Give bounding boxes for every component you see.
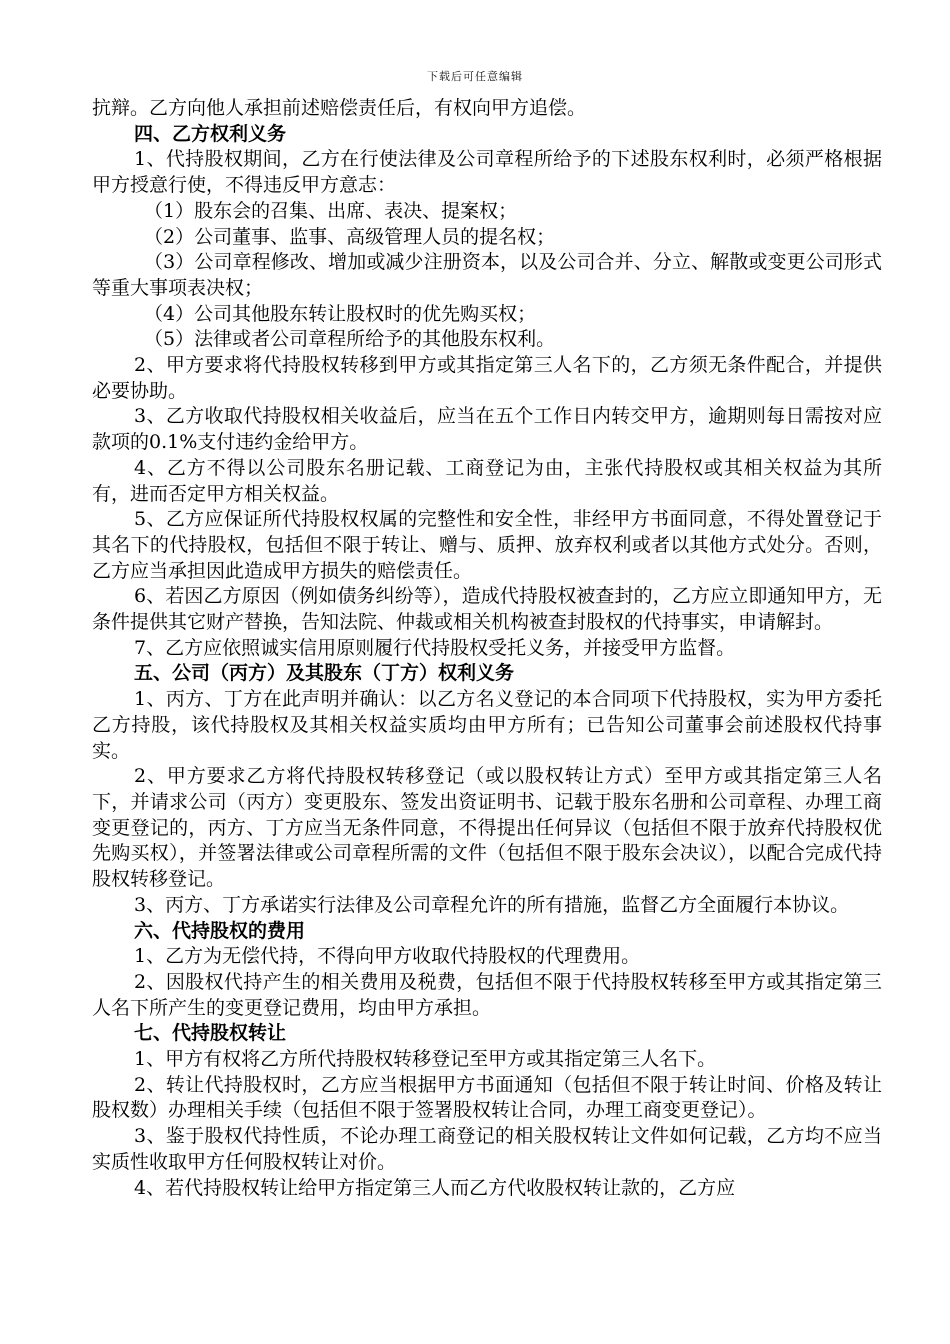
section-heading: 四、乙方权利义务 [134, 122, 287, 145]
paragraph: 2、因股权代持产生的相关费用及税费，包括但不限于代持股权转移至甲方或其指定第三人名下所产生的变更登记费用，均由甲方承担。 [92, 970, 882, 1019]
paragraph: 6、若因乙方原因（例如债务纠纷等），造成代持股权被查封的，乙方应立即通知甲方，无条件提供其它财产替换，告知法院、仲裁或相关机构被查封股权的代持事实，申请解封。 [92, 585, 882, 634]
paragraph: （2）公司董事、监事、高级管理人员的提名权； [144, 225, 556, 248]
paragraph: 1、甲方有权将乙方所代持股权转移登记至甲方或其指定第三人名下。 [134, 1048, 717, 1071]
paragraph: （3）公司章程修改、增加或减少注册资本，以及公司合并、分立、解散或变更公司形式等重大事项表决权； [92, 251, 882, 299]
paragraph: 3、乙方收取代持股权相关收益后，应当在五个工作日内转交甲方，逾期则每日需按对应款项的0.1%支付违约金给甲方。 [92, 405, 882, 454]
section-heading: 六、代持股权的费用 [134, 919, 306, 942]
paragraph: 3、鉴于股权代持性质，不论办理工商登记的相关股权转让文件如何记载，乙方均不应当实质性收取甲方任何股权转让对价。 [92, 1125, 882, 1173]
paragraph: 2、甲方要求乙方将代持股权转移登记（或以股权转让方式）至甲方或其指定第三人名下，并请求公司（丙方）变更股东、签发出资证明书、记载于股东名册和公司章程、办理工商变更登记的，丙方、丁方应当无条件同意，不得提出任何异议（包括但不限于放弃代持股权优先购买权），并签署法律或公司章程所需的文件（包括但不限于股东会决议），以配合完成代持股权转移登记。 [92, 765, 882, 891]
paragraph: （1）股东会的召集、出席、表决、提案权； [144, 199, 518, 222]
paragraph: 抗辩。乙方向他人承担前述赔偿责任后，有权向甲方追偿。 [92, 97, 587, 119]
page-header: 下载后可任意编辑 [427, 70, 523, 83]
paragraph: 2、转让代持股权时，乙方应当根据甲方书面通知（包括但不限于转让时间、价格及转让股权数）办理相关手续（包括但不限于签署股权转让合同，办理工商变更登记）。 [92, 1073, 882, 1122]
paragraph: 4、乙方不得以公司股东名册记载、工商登记为由，主张代持股权或其相关权益为其所有，进而否定甲方相关权益。 [92, 456, 882, 505]
paragraph: 2、甲方要求将代持股权转移到甲方或其指定第三人名下的，乙方须无条件配合，并提供必要协助。 [92, 354, 882, 402]
paragraph: 1、代持股权期间，乙方在行使法律及公司章程所给予的下述股东权利时，必须严格根据甲方授意行使，不得违反甲方意志： [92, 148, 882, 197]
paragraph: 1、乙方为无偿代持，不得向甲方收取代持股权的代理费用。 [134, 945, 641, 968]
paragraph: （5）法律或者公司章程所给予的其他股东权利。 [144, 328, 556, 351]
section-heading: 五、公司（丙方）及其股东（丁方）权利义务 [134, 662, 515, 685]
paragraph: 3、丙方、丁方承诺实行法律及公司章程允许的所有措施，监督乙方全面履行本协议。 [134, 893, 850, 916]
paragraph: 4、若代持股权转让给甲方指定第三人而乙方代收股权转让款的，乙方应 [134, 1176, 736, 1199]
document-body [92, 96, 882, 1201]
paragraph: 5、乙方应保证所代持股权权属的完整性和安全性，非经甲方书面同意，不得处置登记于其名下的代持股权，包括但不限于转让、赠与、质押、放弃权利或者以其他方式处分。否则，乙方应当承担因此造成甲方损失的赔偿责任。 [92, 508, 882, 582]
paragraph: 1、丙方、丁方在此声明并确认：以乙方名义登记的本合同项下代持股权，实为甲方委托乙方持股，该代持股权及其相关权益实质均由甲方所有；已告知公司董事会前述股权代持事实。 [92, 688, 882, 762]
paragraph: （4）公司其他股东转让股权时的优先购买权； [144, 302, 537, 325]
section-heading: 七、代持股权转让 [134, 1022, 287, 1045]
paragraph: 7、乙方应依照诚实信用原则履行代持股权受托义务，并接受甲方监督。 [134, 636, 736, 659]
